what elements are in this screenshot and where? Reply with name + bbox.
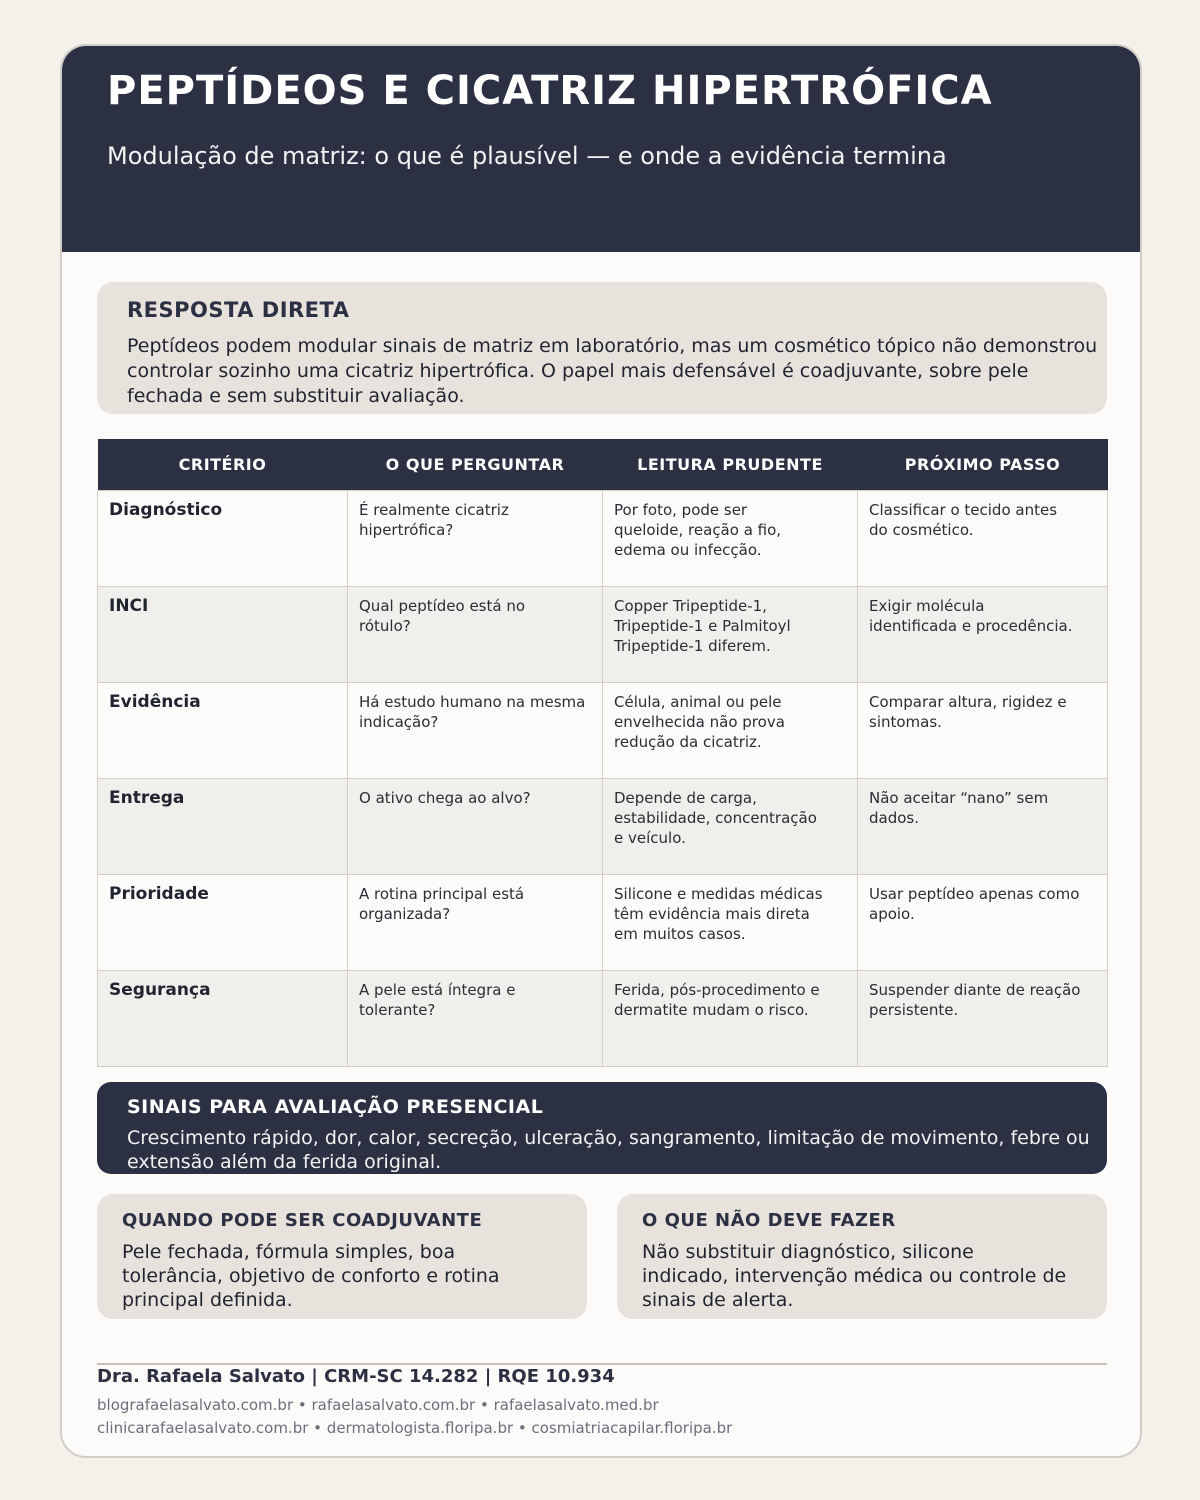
next-step-cell: Não aceitar “nano” sem dados.: [858, 779, 1108, 875]
infographic-card: [60, 44, 1142, 1458]
alert-text: [127, 1126, 1090, 1174]
question-cell: É realmente cicatriz hipertrófica?: [348, 491, 603, 587]
do-not-line: indicado, intervenção médica ou controle de: [642, 1265, 1067, 1287]
question-cell: O ativo chega ao alvo?: [348, 779, 603, 875]
criterion-cell: Diagnóstico: [98, 491, 348, 587]
direct-answer-line: controlar sozinho uma cicatriz hipertrófica. O papel mais defensável é coadjuvante, sobre pele: [127, 360, 1029, 382]
when-adjuvant-heading: QUANDO PODE SER COADJUVANTE: [122, 1210, 483, 1231]
next-step-cell: Usar peptídeo apenas como apoio.: [858, 875, 1108, 971]
do-not-line: sinais de alerta.: [642, 1289, 794, 1311]
table-row: [98, 779, 1108, 875]
criterion-cell: Evidência: [98, 683, 348, 779]
table-header-row: [98, 439, 1108, 491]
author-credentials: Dra. Rafaela Salvato | CRM-SC 14.282 | RQE 10.934: [97, 1366, 615, 1387]
question-cell: A pele está íntegra e tolerante?: [348, 971, 603, 1067]
table-row: [98, 875, 1108, 971]
direct-answer-heading: RESPOSTA DIRETA: [127, 298, 350, 322]
question-cell: A rotina principal está organizada?: [348, 875, 603, 971]
when-adjuvant-box: [97, 1194, 587, 1319]
do-not-box: [617, 1194, 1107, 1319]
when-adjuvant-line: tolerância, objetivo de conforto e rotina: [122, 1265, 500, 1287]
criterion-cell: Prioridade: [98, 875, 348, 971]
direct-answer-line: Peptídeos podem modular sinais de matriz em laboratório, mas um cosmético tópico não demonstrou: [127, 335, 1098, 357]
next-step-cell: Suspender diante de reação persistente.: [858, 971, 1108, 1067]
reading-cell: Copper Tripeptide-1, Tripeptide-1 e Palmitoyl Tripeptide-1 diferem.: [603, 587, 858, 683]
column-header-reading: LEITURA PRUDENTE: [603, 439, 858, 491]
website-links: clinicarafaelasalvato.com.br • dermatologista.floripa.br • cosmiatriacapilar.floripa.br: [97, 1419, 733, 1437]
question-cell: Qual peptídeo está no rótulo?: [348, 587, 603, 683]
when-adjuvant-line: principal definida.: [122, 1289, 293, 1311]
criterion-cell: Entrega: [98, 779, 348, 875]
direct-answer-line: fechada e sem substituir avaliação.: [127, 385, 465, 407]
column-header-question: O QUE PERGUNTAR: [348, 439, 603, 491]
header-banner: [62, 46, 1142, 252]
table-row: [98, 491, 1108, 587]
alert-signs-box: [97, 1082, 1107, 1174]
table-row: [98, 683, 1108, 779]
reading-cell: Célula, animal ou pele envelhecida não prova redução da cicatriz.: [603, 683, 858, 779]
reading-cell: Silicone e medidas médicas têm evidência mais direta em muitos casos.: [603, 875, 858, 971]
direct-answer-box: [97, 282, 1107, 414]
next-step-cell: Comparar altura, rigidez e sintomas.: [858, 683, 1108, 779]
alert-line: Crescimento rápido, dor, calor, secreção, ulceração, sangramento, limitação de movimento, febre ou: [127, 1127, 1090, 1149]
alert-heading: SINAIS PARA AVALIAÇÃO PRESENCIAL: [127, 1096, 544, 1118]
do-not-heading: O QUE NÃO DEVE FAZER: [642, 1210, 896, 1231]
reading-cell: Depende de carga, estabilidade, concentração e veículo.: [603, 779, 858, 875]
do-not-line: Não substituir diagnóstico, silicone: [642, 1241, 974, 1263]
criteria-table: [97, 439, 1108, 1067]
column-header-criterion: CRITÉRIO: [98, 439, 348, 491]
reading-cell: Por foto, pode ser queloide, reação a fio, edema ou infecção.: [603, 491, 858, 587]
next-step-cell: Exigir molécula identificada e procedência.: [858, 587, 1108, 683]
criterion-cell: Segurança: [98, 971, 348, 1067]
page-subtitle: Modulação de matriz: o que é plausível — e onde a evidência termina: [107, 142, 947, 170]
when-adjuvant-text: [122, 1240, 500, 1312]
when-adjuvant-line: Pele fechada, fórmula simples, boa: [122, 1241, 456, 1263]
footer-divider: [97, 1363, 1107, 1365]
question-cell: Há estudo humano na mesma indicação?: [348, 683, 603, 779]
table-row: [98, 587, 1108, 683]
criterion-cell: INCI: [98, 587, 348, 683]
next-step-cell: Classificar o tecido antes do cosmético.: [858, 491, 1108, 587]
direct-answer-text: [127, 334, 1097, 409]
page-title: PEPTÍDEOS E CICATRIZ HIPERTRÓFICA: [107, 68, 993, 114]
column-header-next-step: PRÓXIMO PASSO: [858, 439, 1108, 491]
website-links: blografaelasalvato.com.br • rafaelasalvato.com.br • rafaelasalvato.med.br: [97, 1396, 659, 1414]
alert-line: extensão além da ferida original.: [127, 1151, 442, 1173]
do-not-text: [642, 1240, 1066, 1312]
table-row: [98, 971, 1108, 1067]
reading-cell: Ferida, pós-procedimento e dermatite mudam o risco.: [603, 971, 858, 1067]
